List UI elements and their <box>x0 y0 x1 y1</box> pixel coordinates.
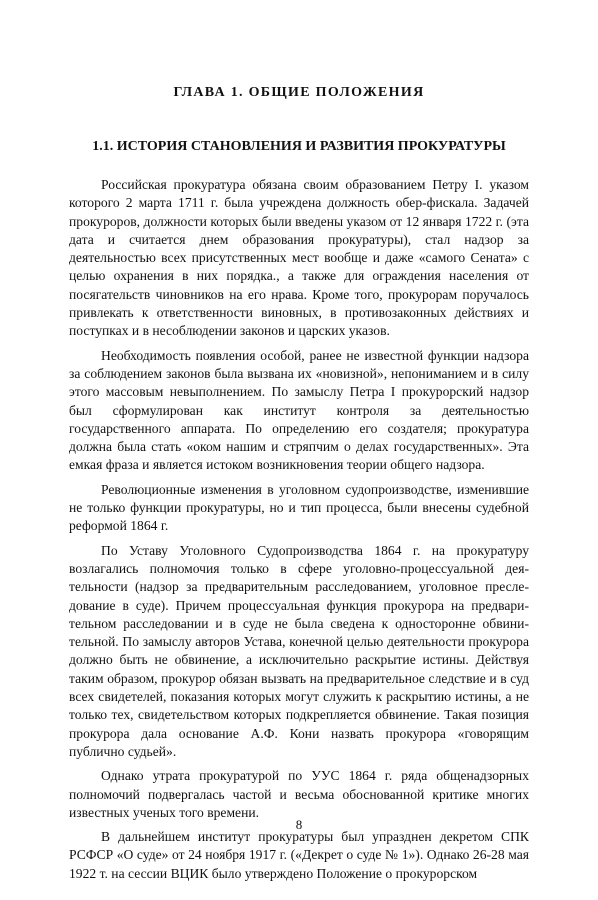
page-number: 8 <box>295 817 303 832</box>
paragraph-6: В дальнейшем институт прокуратуры был упразднен декретом СПК РСФСР «О суде» от 24 ноября 1917 г. («Декрет о суде № 1»). Однако 26-28 мая 1922 т. на сессии ВЦИК было утверждено Положение о прокурорском <box>69 829 529 881</box>
section-title: 1.1. ИСТОРИЯ СТАНОВЛЕНИЯ И РАЗВИТИЯ ПРОКУРАТУРЫ <box>92 139 506 154</box>
paragraph-5: Однако утрата прокуратурой по УУС 1864 г. ряда общенадзорных полномочий подвергалась частой и весьма обоснованной критике многих известных ученых того времени. <box>69 768 529 820</box>
chapter-title: ГЛАВА 1. ОБЩИЕ ПОЛОЖЕНИЯ <box>173 85 425 100</box>
paragraph-2: Необходимость появления особой, ранее не известной функции надзора за соблюдением законов была вызвана их «новизной», непониманием и в силу этого массовым невыполнением. По замыслу Петра I прокурорский надзор был сформулирован как институт контроля за деятельностью государственного аппарата. По определению его создателя; прокуратура должна была стать «оком нашим и стряпчим о делах государственных». Эта емкая фраза и является истоком возникновения теории общего надзора. <box>69 347 529 473</box>
paragraph-4: По Уставу Уголовного Судопроизводства 1864 г. на прокуратуру возлагались полномочия только в сфере уголовно-процессуальной деятельности (надзор за предварительным расследованием, уголовное преследование в суде). Причем процессуальная функция прокурора на предварительном расследовании и в суде не была сведена к односторонне обвинительной. По замыслу авторов Устава, конечной целью деятельности прокурора должно быть не обвинение, а исключительно раскрытие истины. Действуя таким образом, прокурор обязан вызвать на предварительное следствие и в суд всех свидетелей, показания которых могут служить к раскрытию истины, а не только тех, свидетельством которых подкрепляется обвинение. Такая позиция прокурора дала основание А.Ф. Кони назвать прокурора «говорящим публично судьей». <box>69 542 529 759</box>
paragraph-3: Революционные изменения в уголовном судопроизводстве, изменившие не только функции прокуратуры, но и тип процесса, были внесены судебной реформой 1864 г. <box>69 481 529 534</box>
paragraph-1: Российская прокуратура обязана своим образованием Петру I. указом которого 2 марта 1711 г. была учреждена должность обер-фискала. Задачей прокуроров, должности которых были введены указом от 12 января 1722 г. (эта дата и считается днем образования прокуратуры), стал надзор за деятельностью всех присутственных мест вообще и даже «самого Сената» с целью охранения в них порядка., а также для ограждения населения от посягательств чиновников на его нрава. Кроме того, прокурорам поручалось привлекать к ответственности виновных, в противозаконных действиях и поступках и в несоблюдении законов и царских указов. <box>69 177 529 339</box>
